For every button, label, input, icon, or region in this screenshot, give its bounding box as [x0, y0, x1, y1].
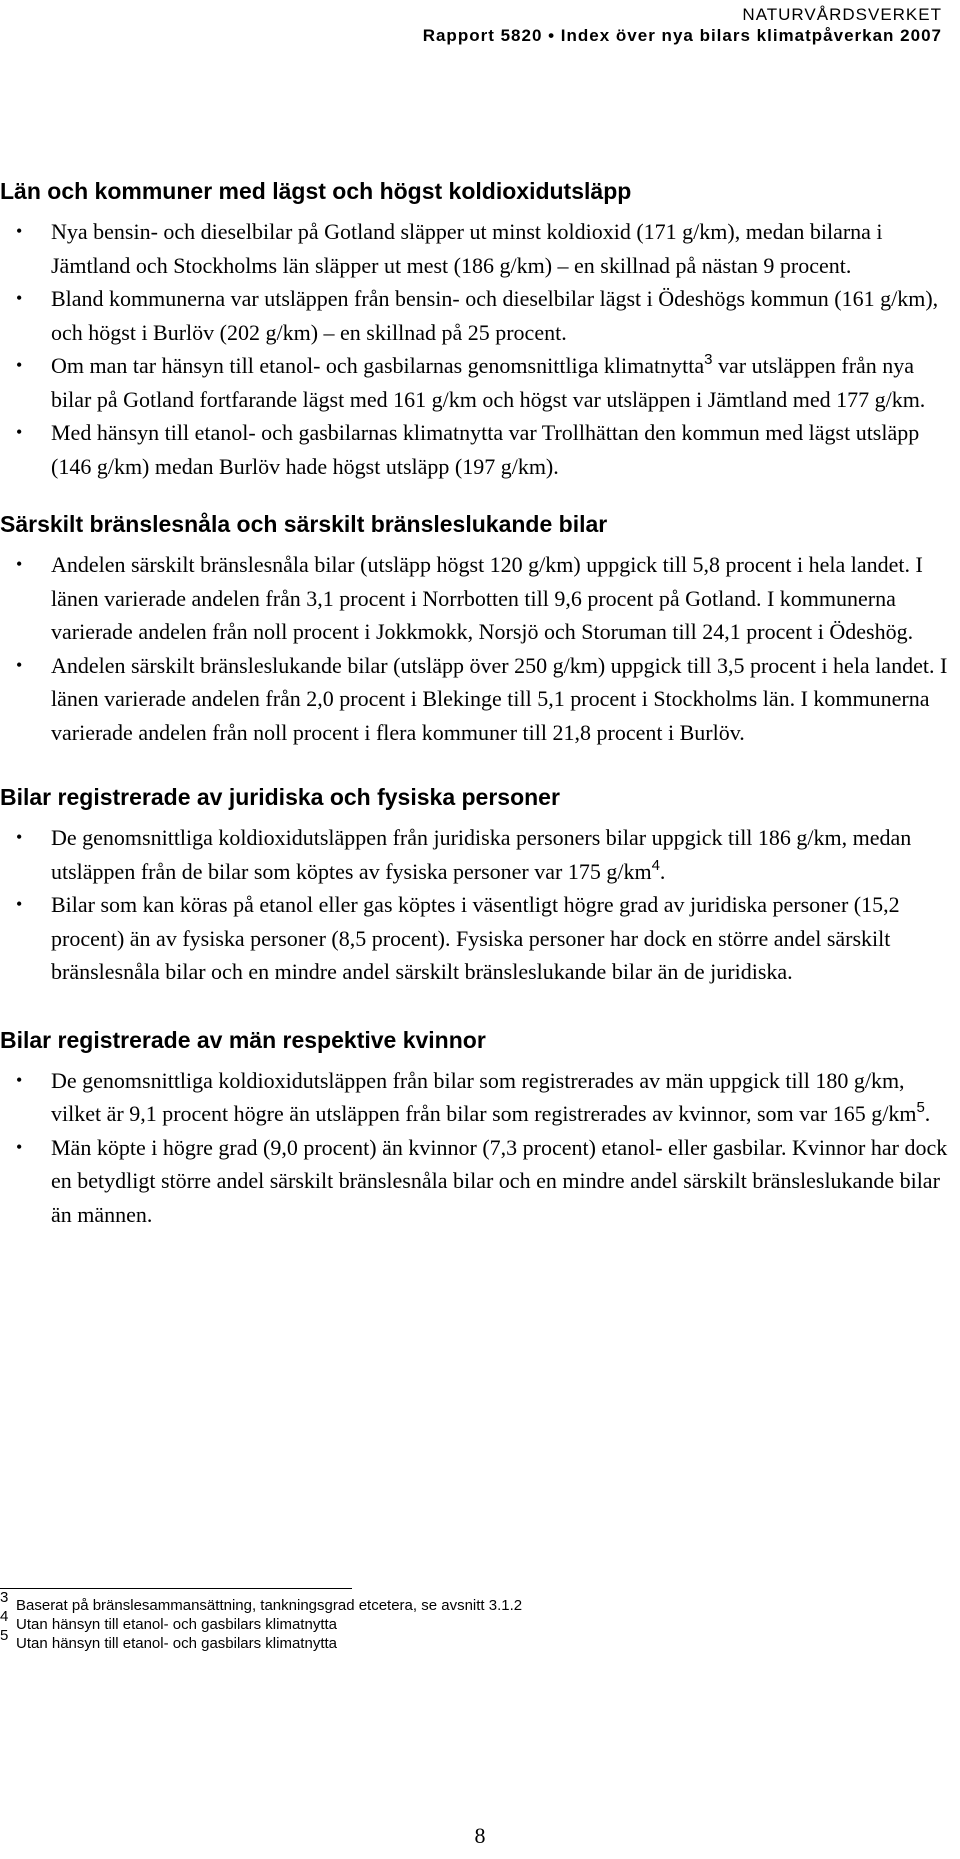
- list-item: • Om man tar hänsyn till etanol- och gasbilarnas genomsnittliga klimatnytta$^3$ var utsläppen från nya bilar på Gotland fortfarande lägst med 161 g/km och högst var utsläppen i Jämtland med 177 g/km.: [16, 351, 926, 412]
- list-item: • Nya bensin- och dieselbilar på Gotland släpper ut minst koldioxid (171 g/km), medan bilarna i Jämtland och Stockholms län släpper ut mest (186 g/km) – en skillnad på nästan 9 procent.: [0, 215, 950, 282]
- footnote: 3 Baserat på bränslesammansättning, tankningsgrad etcetera, se avsnitt 3.1.2: [0, 1589, 523, 1614]
- list-item: • Bland kommunerna var utsläppen från bensin- och dieselbilar lägst i Ödeshögs kommun (161 g/km), och högst i Burlöv (202 g/km) – en skillnad på 25 procent.: [0, 282, 950, 349]
- section-juridiska-fysiska: [0, 782, 950, 989]
- header-org: NATURVÅRDSVERKET: [742, 5, 942, 24]
- section-heading: Län och kommuner med lägst och högst koldioxidutsläpp: [0, 178, 632, 204]
- bullet-icon: •: [16, 654, 23, 675]
- bullet-list: [0, 548, 950, 749]
- section-heading: Särskilt bränslesnåla och särskilt bränsleslukande bilar: [0, 511, 608, 537]
- footnote-number: 3: [0, 1589, 9, 1606]
- bullet-list: [0, 821, 950, 989]
- page-number: 8: [474, 1823, 486, 1848]
- footnote-ref[interactable]: 3: [704, 351, 713, 368]
- bullet-icon: •: [16, 1136, 23, 1157]
- section-lan-och-kommuner: [0, 176, 950, 483]
- section-heading: Bilar registrerade av juridiska och fysiska personer: [0, 784, 560, 810]
- footnotes: [0, 1589, 523, 1653]
- bullet-icon: •: [16, 827, 23, 847]
- footnote-divider: [0, 1588, 352, 1589]
- section-heading: Bilar registrerade av män respektive kvinnor: [0, 1026, 486, 1053]
- footnote: 5 Utan hänsyn till etanol- och gasbilars klimatnytta: [0, 1627, 337, 1652]
- bullet-icon: •: [16, 554, 23, 574]
- page-header: [423, 4, 942, 46]
- footnote-ref[interactable]: 4: [651, 856, 660, 874]
- list-item: • Andelen särskilt bränsleslukande bilar (utsläpp över 250 g/km) uppgick till 3,5 procent i hela landet. I länen varierade andelen från 2,0 procent i Blekinge till 5,1 procent i Stockholms län. I kommunerna varierade andelen från noll procent i flera kommuner till 21,8 procent i Burlöv.: [0, 649, 950, 750]
- bullet-icon: •: [16, 1069, 23, 1090]
- footnote-number: 5: [0, 1627, 9, 1644]
- list-item: • Bilar som kan köras på etanol eller gas köptes i väsentligt högre grad av juridiska personer (15,2 procent) än av fysiska personer (8,5 procent). Fysiska personer har dock en större andel särskilt bränslesnåla bilar och en mindre andel särskilt bränsleslukande bilar än de juridiska.: [0, 888, 950, 989]
- bullet-icon: •: [16, 288, 23, 308]
- bullet-icon: •: [16, 221, 23, 241]
- bullet-icon: •: [16, 894, 23, 914]
- bullet-icon: •: [16, 422, 23, 442]
- footnote: 4 Utan hänsyn till etanol- och gasbilars klimatnytta: [0, 1608, 337, 1633]
- list-item: • De genomsnittliga koldioxidutsläppen från juridiska personers bilar uppgick till 186 g/km, medan utsläppen från de bilar som köptes av fysiska personer var 175 $g/km^4$.: [0, 821, 950, 888]
- header-report-title: Rapport 5820 • Index över nya bilars klimatpåverkan 2007: [422, 26, 942, 45]
- bullet-list: [0, 1064, 950, 1232]
- list-item: • De genomsnittliga koldioxidutsläppen från bilar som registrerades av män uppgick till 180 g/km, vilket är 9,1 procent högre än utsläppen från bilar som registrerades av kvinnor, som var 165 $g/km^5$.: [0, 1064, 950, 1131]
- bullet-icon: •: [16, 355, 23, 375]
- list-item: • Med hänsyn till etanol- och gasbilarnas klimatnytta var Trollhättan den kommun med lägst utsläpp (146 g/km) medan Burlöv hade högst utsläpp (197 g/km).: [0, 416, 950, 483]
- bullet-list: [0, 215, 950, 483]
- list-item: • Andelen särskilt bränslesnåla bilar (utsläpp högst 120 g/km) uppgick till 5,8 procent i hela landet. I länen varierade andelen från 3,1 procent i Norrbotten till 9,6 procent på Gotland. I kommunerna varierade andelen från noll procent i Jokkmokk, Norsjö och Storuman till 24,1 procent i Ödeshög.: [0, 548, 950, 649]
- footnote-number: 4: [0, 1608, 9, 1625]
- list-item: • Män köpte i högre grad (9,0 procent) än kvinnor (7,3 procent) etanol- eller gasbilar. Kvinnor har dock en betydligt större andel särskilt bränslesnåla bilar och en mindre andel särskilt bränsleslukande bilar än männen.: [0, 1131, 950, 1232]
- footnote-ref[interactable]: 5: [916, 1099, 925, 1116]
- section-bransle: [0, 509, 950, 749]
- document-body: [0, 176, 950, 1231]
- section-man-kvinnor: [0, 1025, 950, 1232]
